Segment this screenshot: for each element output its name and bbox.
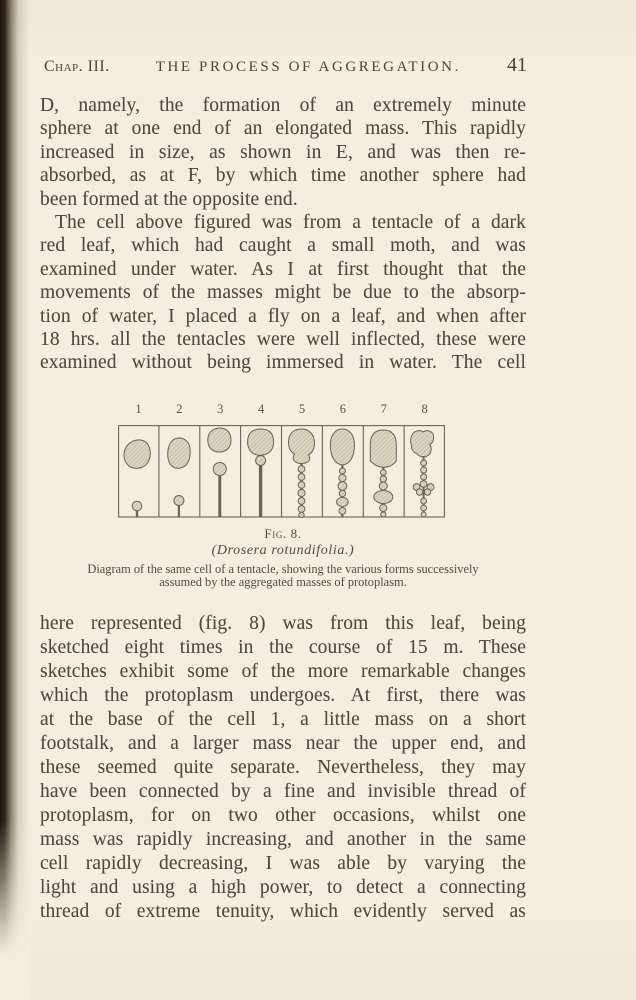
panel-number: 7 xyxy=(380,402,387,416)
running-header xyxy=(44,54,527,76)
cell-panel-7 xyxy=(370,430,396,517)
figure-panel-numbers xyxy=(118,402,445,417)
text-line: examined without being immersed in water. The cell xyxy=(40,352,526,374)
cell-panel-5 xyxy=(289,429,315,518)
text-line: D, namely, the formation of an extremely minute xyxy=(40,95,526,116)
panel-number: 1 xyxy=(135,402,142,416)
text-line: sketched eight times in the course of 15 m. These xyxy=(40,637,526,658)
cell-panel-2 xyxy=(168,438,191,517)
panel-number: 2 xyxy=(176,402,183,416)
text-line: 18 hrs. all the tentacles were well inflected, these were xyxy=(40,329,526,351)
cell-panel-3 xyxy=(208,428,231,517)
text-line: been formed at the opposite end. xyxy=(40,188,298,210)
cell-panel-8 xyxy=(411,431,434,517)
cell-panel-1 xyxy=(124,440,150,517)
text-line: sphere at one end of an elongated mass. This rapidly xyxy=(40,118,526,140)
figure-caption-line-1: Diagram of the same cell of a tentacle, showing the various forms successively xyxy=(87,562,479,576)
text-line: The cell above figured was from a tentacle of a dark xyxy=(55,212,526,233)
paragraph-1 xyxy=(40,94,526,211)
chapter-label: Chap. III. xyxy=(44,58,110,75)
running-title: THE PROCESS OF AGGREGATION. xyxy=(155,59,461,75)
text-line: absorbed, as at F, by which time another sphere had xyxy=(40,165,526,187)
figure-8-diagram xyxy=(118,425,445,518)
figure-caption-line-2: assumed by the aggregated masses of protoplasm. xyxy=(159,575,407,589)
text-line: cell rapidly decreasing, I was able by varying the xyxy=(40,853,526,874)
panel-number: 5 xyxy=(298,402,306,416)
figure-label: Fig. 8. xyxy=(264,526,302,541)
text-line: here represented (fig. 8) was from this leaf, being xyxy=(40,613,526,634)
text-line: movements of the masses might be due to the absorp- xyxy=(40,282,526,304)
text-line: light and using a high power, to detect a connecting xyxy=(40,877,526,898)
text-line: increased in size, as shown in E, and was then re- xyxy=(40,141,526,163)
text-line: mass was rapidly increasing, and another in the same xyxy=(40,829,526,850)
text-line: examined under water. As I at first thought that the xyxy=(40,258,526,280)
page-number: 41 xyxy=(507,54,527,76)
text-line: at the base of the cell 1, a little mass on a short xyxy=(40,709,526,730)
text-line: thread of extreme tenuity, which evidently served as xyxy=(40,901,526,922)
paragraph-2 xyxy=(40,211,526,375)
cell-panel-4 xyxy=(248,429,274,517)
book-gutter-shadow-fade xyxy=(0,820,30,1000)
cell-panel-6 xyxy=(330,429,354,517)
panel-number: 4 xyxy=(257,402,265,416)
text-line: red leaf, which had caught a small moth, and was xyxy=(40,235,526,257)
text-line: tion of water, I placed a fly on a leaf, and when after xyxy=(40,305,526,327)
text-line: sketches exhibit some of the more remarkable changes xyxy=(40,661,526,682)
panel-number: 6 xyxy=(339,402,346,416)
paragraph-3 xyxy=(40,612,526,924)
text-line: protoplasm, for on two other occasions, whilst one xyxy=(40,805,526,826)
panel-number: 8 xyxy=(421,402,428,416)
text-line: which the protoplasm undergoes. At first, there was xyxy=(40,685,526,706)
figure-species-name: (Drosera rotundifolia.) xyxy=(211,543,355,558)
text-line: footstalk, and a larger mass near the upper end, and xyxy=(40,733,526,754)
panel-number: 3 xyxy=(217,402,224,416)
text-line: these seemed quite separate. Nevertheless, they may xyxy=(40,757,526,778)
text-line: have been connected by a fine and invisible thread of xyxy=(40,781,526,802)
